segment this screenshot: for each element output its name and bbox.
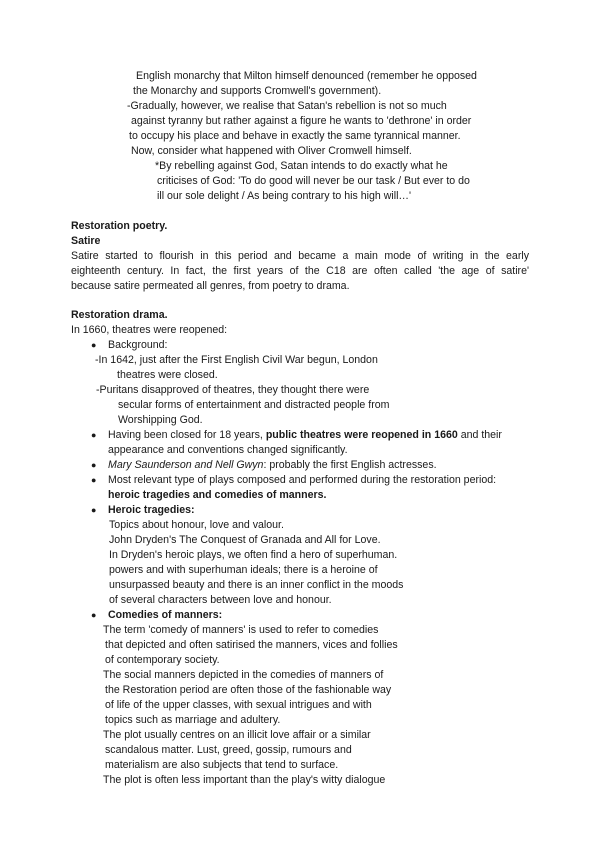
intro-line: the Monarchy and supports Cromwell's government). — [133, 85, 382, 97]
background-line: -In 1642, just after the First English Civil War begun, London — [95, 354, 378, 366]
comedies-line: scandalous matter. Lust, greed, gossip, rumours and — [105, 744, 352, 756]
comedies-line: The term 'comedy of manners' is used to refer to comedies — [103, 624, 379, 636]
section-heading-restoration-drama: Restoration drama. — [71, 309, 168, 321]
background-label: Background: — [108, 339, 168, 351]
reopened-line: appearance and conventions changed significantly. — [108, 444, 348, 456]
background-line: -Puritans disapproved of theatres, they thought there were — [96, 384, 370, 396]
bullet-icon: ● — [91, 340, 97, 350]
bullet-icon: ● — [91, 460, 97, 470]
heroic-tragedies-label: Heroic tragedies: — [108, 504, 195, 516]
reopened-tail-text: and their — [457, 429, 502, 441]
intro-quote-line: ill our sole delight / As being contrary to his high will…' — [157, 190, 412, 202]
comedies-line: the Restoration period are often those of the fashionable way — [105, 684, 392, 696]
comedies-line: of life of the upper classes, with sexual intrigues and with — [105, 699, 372, 711]
bullet-icon: ● — [91, 610, 97, 620]
intro-line: Now, consider what happened with Oliver Cromwell himself. — [131, 145, 412, 157]
comedies-line: that depicted and often satirised the manners, vices and follies — [105, 639, 398, 651]
comedies-line: The plot usually centres on an illicit love affair or a similar — [103, 729, 371, 741]
bullet-icon: ● — [91, 475, 97, 485]
heroic-line: John Dryden's The Conquest of Granada and All for Love. — [109, 534, 381, 546]
background-line: theatres were closed. — [117, 369, 218, 381]
background-line: secular forms of entertainment and distracted people from — [118, 399, 390, 411]
plays-bold-line: heroic tragedies and comedies of manners. — [108, 489, 327, 501]
intro-quote-line: criticises of God: 'To do good will never be our task / But ever to do — [157, 175, 470, 187]
background-line: Worshipping God. — [118, 414, 203, 426]
intro-line: English monarchy that Milton himself denounced (remember he opposed — [136, 70, 477, 82]
subheading-satire: Satire — [71, 235, 101, 247]
heroic-line: In Dryden's heroic plays, we often find a hero of superhuman. — [109, 549, 398, 561]
plays-line: Most relevant type of plays composed and performed during the restoration period: — [108, 474, 497, 486]
bullet-icon: ● — [91, 430, 97, 440]
comedies-of-manners-label: Comedies of manners: — [108, 609, 223, 621]
heroic-line: unsurpassed beauty and there is an inner conflict in the moods — [109, 579, 404, 591]
heroic-line: of several characters between love and honour. — [109, 594, 332, 606]
satire-paragraph-line: eighteenth century. In fact, the first years of the C18 are often called 'the age of satire' — [71, 265, 529, 277]
comedies-line: of contemporary society. — [105, 654, 220, 666]
bullet-icon: ● — [91, 505, 97, 515]
satire-paragraph-line: because satire permeated all genres, from poetry to drama. — [71, 280, 350, 292]
reopened-bold-text: public theatres were reopened in 1660 — [265, 429, 458, 441]
drama-intro: In 1660, theatres were reopened: — [71, 324, 228, 336]
actresses-names: Mary Saunderson and Nell Gwyn — [108, 459, 264, 471]
intro-line: to occupy his place and behave in exactly the same tyrannical manner. — [129, 130, 461, 142]
intro-quote-line: *By rebelling against God, Satan intends to do exactly what he — [155, 160, 448, 172]
comedies-line: The social manners depicted in the comedies of manners of — [103, 669, 384, 681]
comedies-line: The plot is often less important than the play's witty dialogue — [103, 774, 386, 786]
actresses-line — [108, 458, 437, 473]
heroic-line: Topics about honour, love and valour. — [109, 519, 284, 531]
heroic-line: powers and with superhuman ideals; there is a heroine of — [109, 564, 378, 576]
actresses-description: : probably the first English actresses. — [263, 459, 437, 471]
comedies-line: topics such as marriage and adultery. — [105, 714, 281, 726]
intro-line: against tyranny but rather against a figure he wants to 'dethrone' in order — [131, 115, 472, 127]
section-heading-restoration-poetry: Restoration poetry. — [71, 220, 168, 232]
comedies-line: materialism are also subjects that tend to surface. — [105, 759, 339, 771]
intro-line: -Gradually, however, we realise that Satan's rebellion is not so much — [127, 100, 447, 112]
satire-paragraph-line: Satire started to flourish in this period and became a main mode of writing in the early — [71, 250, 529, 262]
reopened-line — [108, 428, 502, 443]
reopened-text: Having been closed for 18 years, — [108, 429, 266, 441]
